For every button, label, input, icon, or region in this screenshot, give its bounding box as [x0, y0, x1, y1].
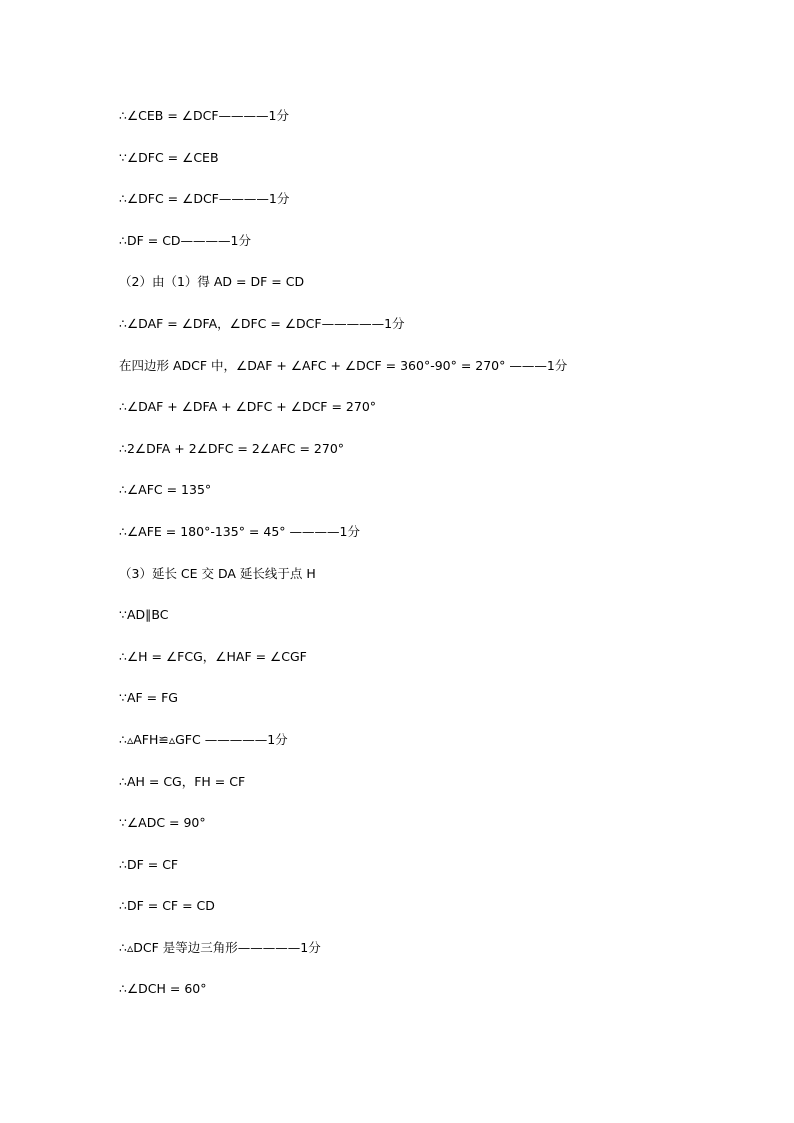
solution-line: 在四边形 ADCF 中，∠DAF + ∠AFC + ∠DCF = 360°-90° = 270° ———1分 [119, 357, 568, 373]
solution-line: ∴∠DAF + ∠DFA + ∠DFC + ∠DCF = 270° [119, 399, 377, 415]
solution-line: ∴∠H = ∠FCG，∠HAF = ∠CGF [119, 648, 307, 664]
solution-line: ∴∠AFC = 135° [119, 482, 212, 498]
solution-line: ∴∠DFC = ∠DCF————1分 [119, 191, 290, 207]
solution-line: ∵∠ADC = 90° [119, 815, 206, 831]
solution-line: ∴▵DCF 是等边三角形—————1分 [119, 939, 321, 955]
solution-line: ∴∠AFE = 180°-135° = 45° ————1分 [119, 523, 360, 539]
solution-line: ∴▵AFH≌▵GFC —————1分 [119, 731, 288, 747]
solution-line: ∵AD∥BC [119, 607, 169, 623]
solution-line: ∴DF = CF = CD [119, 898, 215, 914]
solution-line: ∴∠CEB = ∠DCF————1分 [119, 108, 289, 123]
solution-line: （3）延长 CE 交 DA 延长线于点 H [119, 565, 316, 581]
solution-line: ∴DF = CF [119, 856, 179, 872]
solution-line: ∴∠DCH = 60° [119, 981, 207, 997]
solution-line: ∴DF = CD————1分 [119, 232, 251, 248]
solution-line: ∴∠DAF = ∠DFA，∠DFC = ∠DCF—————1分 [119, 315, 405, 331]
solution-line: ∵∠DFC = ∠CEB [119, 149, 219, 165]
solution-line: ∵AF = FG [119, 690, 178, 706]
solution-line: （2）由（1）得 AD = DF = CD [119, 274, 305, 290]
solution-text [119, 106, 567, 1021]
solution-line: ∴AH = CG，FH = CF [119, 773, 246, 789]
solution-line: ∴2∠DFA + 2∠DFC = 2∠AFC = 270° [119, 440, 345, 456]
